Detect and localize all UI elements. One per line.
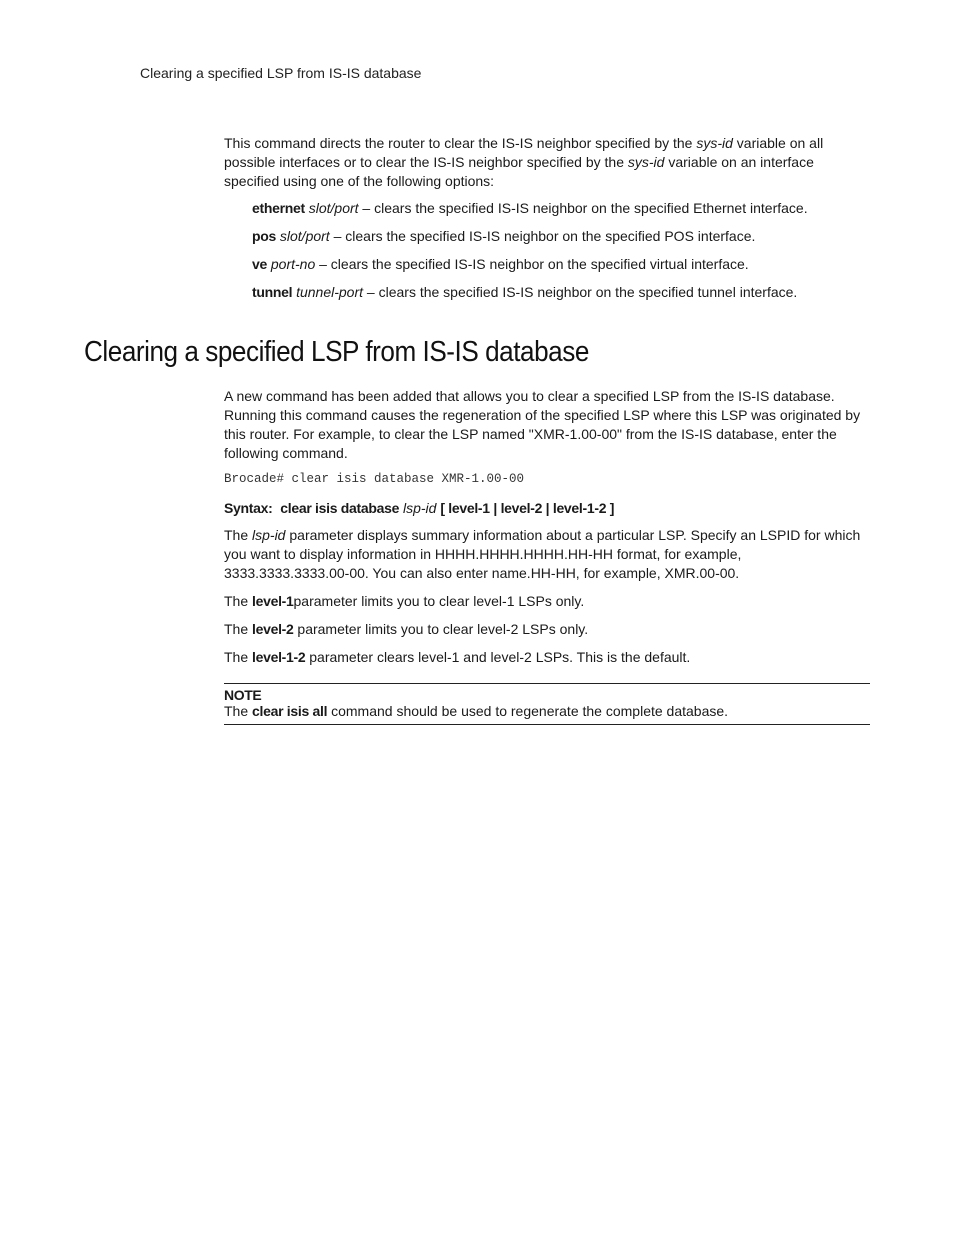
option-keyword: ethernet [252,200,305,216]
para-text: The [224,527,253,543]
option-arg: slot/port [279,228,330,244]
para-text: parameter limits you to clear level-2 LSPs only. [293,621,589,637]
para-text: The [224,649,253,665]
syntax-options: [ level-1 | level-2 | level-1-2 ] [440,500,615,516]
sys-id-variable: sys-id [627,154,665,170]
intro-text: This command directs the router to clear the IS-IS neighbor specified by the [224,135,697,151]
option-ethernet [252,200,808,216]
code-example: Brocade# clear isis database XMR-1.00-00 [224,472,525,486]
level-1-2-paragraph [224,648,870,667]
syntax-label: Syntax: [224,500,273,516]
para-text: parameter limits you to clear level-1 LSPs only. [293,593,585,609]
option-pos [252,228,755,244]
option-desc: – clears the specified IS-IS neighbor on the specified virtual interface. [315,256,749,272]
syntax-command: clear isis database [280,500,400,516]
level-2-keyword: level-2 [252,621,294,637]
intro-paragraph [224,134,870,191]
note-text [224,703,870,719]
option-desc: – clears the specified IS-IS neighbor on the specified Ethernet interface. [358,200,808,216]
option-keyword: pos [252,228,276,244]
sys-id-variable: sys-id [696,135,733,151]
running-header: Clearing a specified LSP from IS-IS database [140,65,422,81]
note-text-part: command should be used to regenerate the complete database. [327,703,729,719]
note-command-keyword: clear isis all [252,703,328,719]
para-text: The [224,593,253,609]
lsp-id-variable: lsp-id [252,527,286,543]
intro-text: variable on all possible interfaces or to clear the IS-IS neighbor specified by the [224,135,824,170]
option-ve [252,256,749,272]
note-text-part: The [224,703,253,719]
option-arg: tunnel-port [296,284,364,300]
para-text: The [224,621,253,637]
note-title: NOTE [224,687,262,703]
lsp-id-paragraph [224,526,870,583]
option-desc: – clears the specified IS-IS neighbor on the specified tunnel interface. [363,284,798,300]
para-text: parameter clears level-1 and level-2 LSPs. This is the default. [305,649,691,665]
option-keyword: tunnel [252,284,293,300]
syntax-arg: lsp-id [402,500,437,516]
level-2-paragraph [224,620,870,639]
section-heading: Clearing a specified LSP from IS-IS database [84,336,589,368]
section-intro-paragraph [224,387,870,463]
level-1-keyword: level-1 [252,593,294,609]
option-keyword: ve [252,256,267,272]
section-intro-text: A new command has been added that allows you to clear a specified LSP from the IS-IS database. Running this command causes the regeneration of the specified LSP where this LSP was originated by this router. For example, to clear the LSP named "XMR-1.00-00" from the IS-IS database, enter the following command. [224,388,861,461]
option-desc: – clears the specified IS-IS neighbor on the specified POS interface. [329,228,756,244]
syntax-line [224,499,870,518]
level-1-paragraph [224,592,870,611]
para-text: parameter displays summary information about a particular LSP. Specify an LSPID for which you want to display information in HHHH.HHHH.HHHH.HH-HH format, for example, 3333.3333.3333.00-00. You can also enter name.HH-HH, for example, XMR.00-00. [224,527,861,581]
option-arg: port-no [270,256,316,272]
intro-text: variable on an interface specified using one of the following options: [224,154,814,189]
level-1-2-keyword: level-1-2 [252,649,306,665]
option-tunnel [252,284,797,300]
option-arg: slot/port [308,200,359,216]
note-box [224,683,870,725]
